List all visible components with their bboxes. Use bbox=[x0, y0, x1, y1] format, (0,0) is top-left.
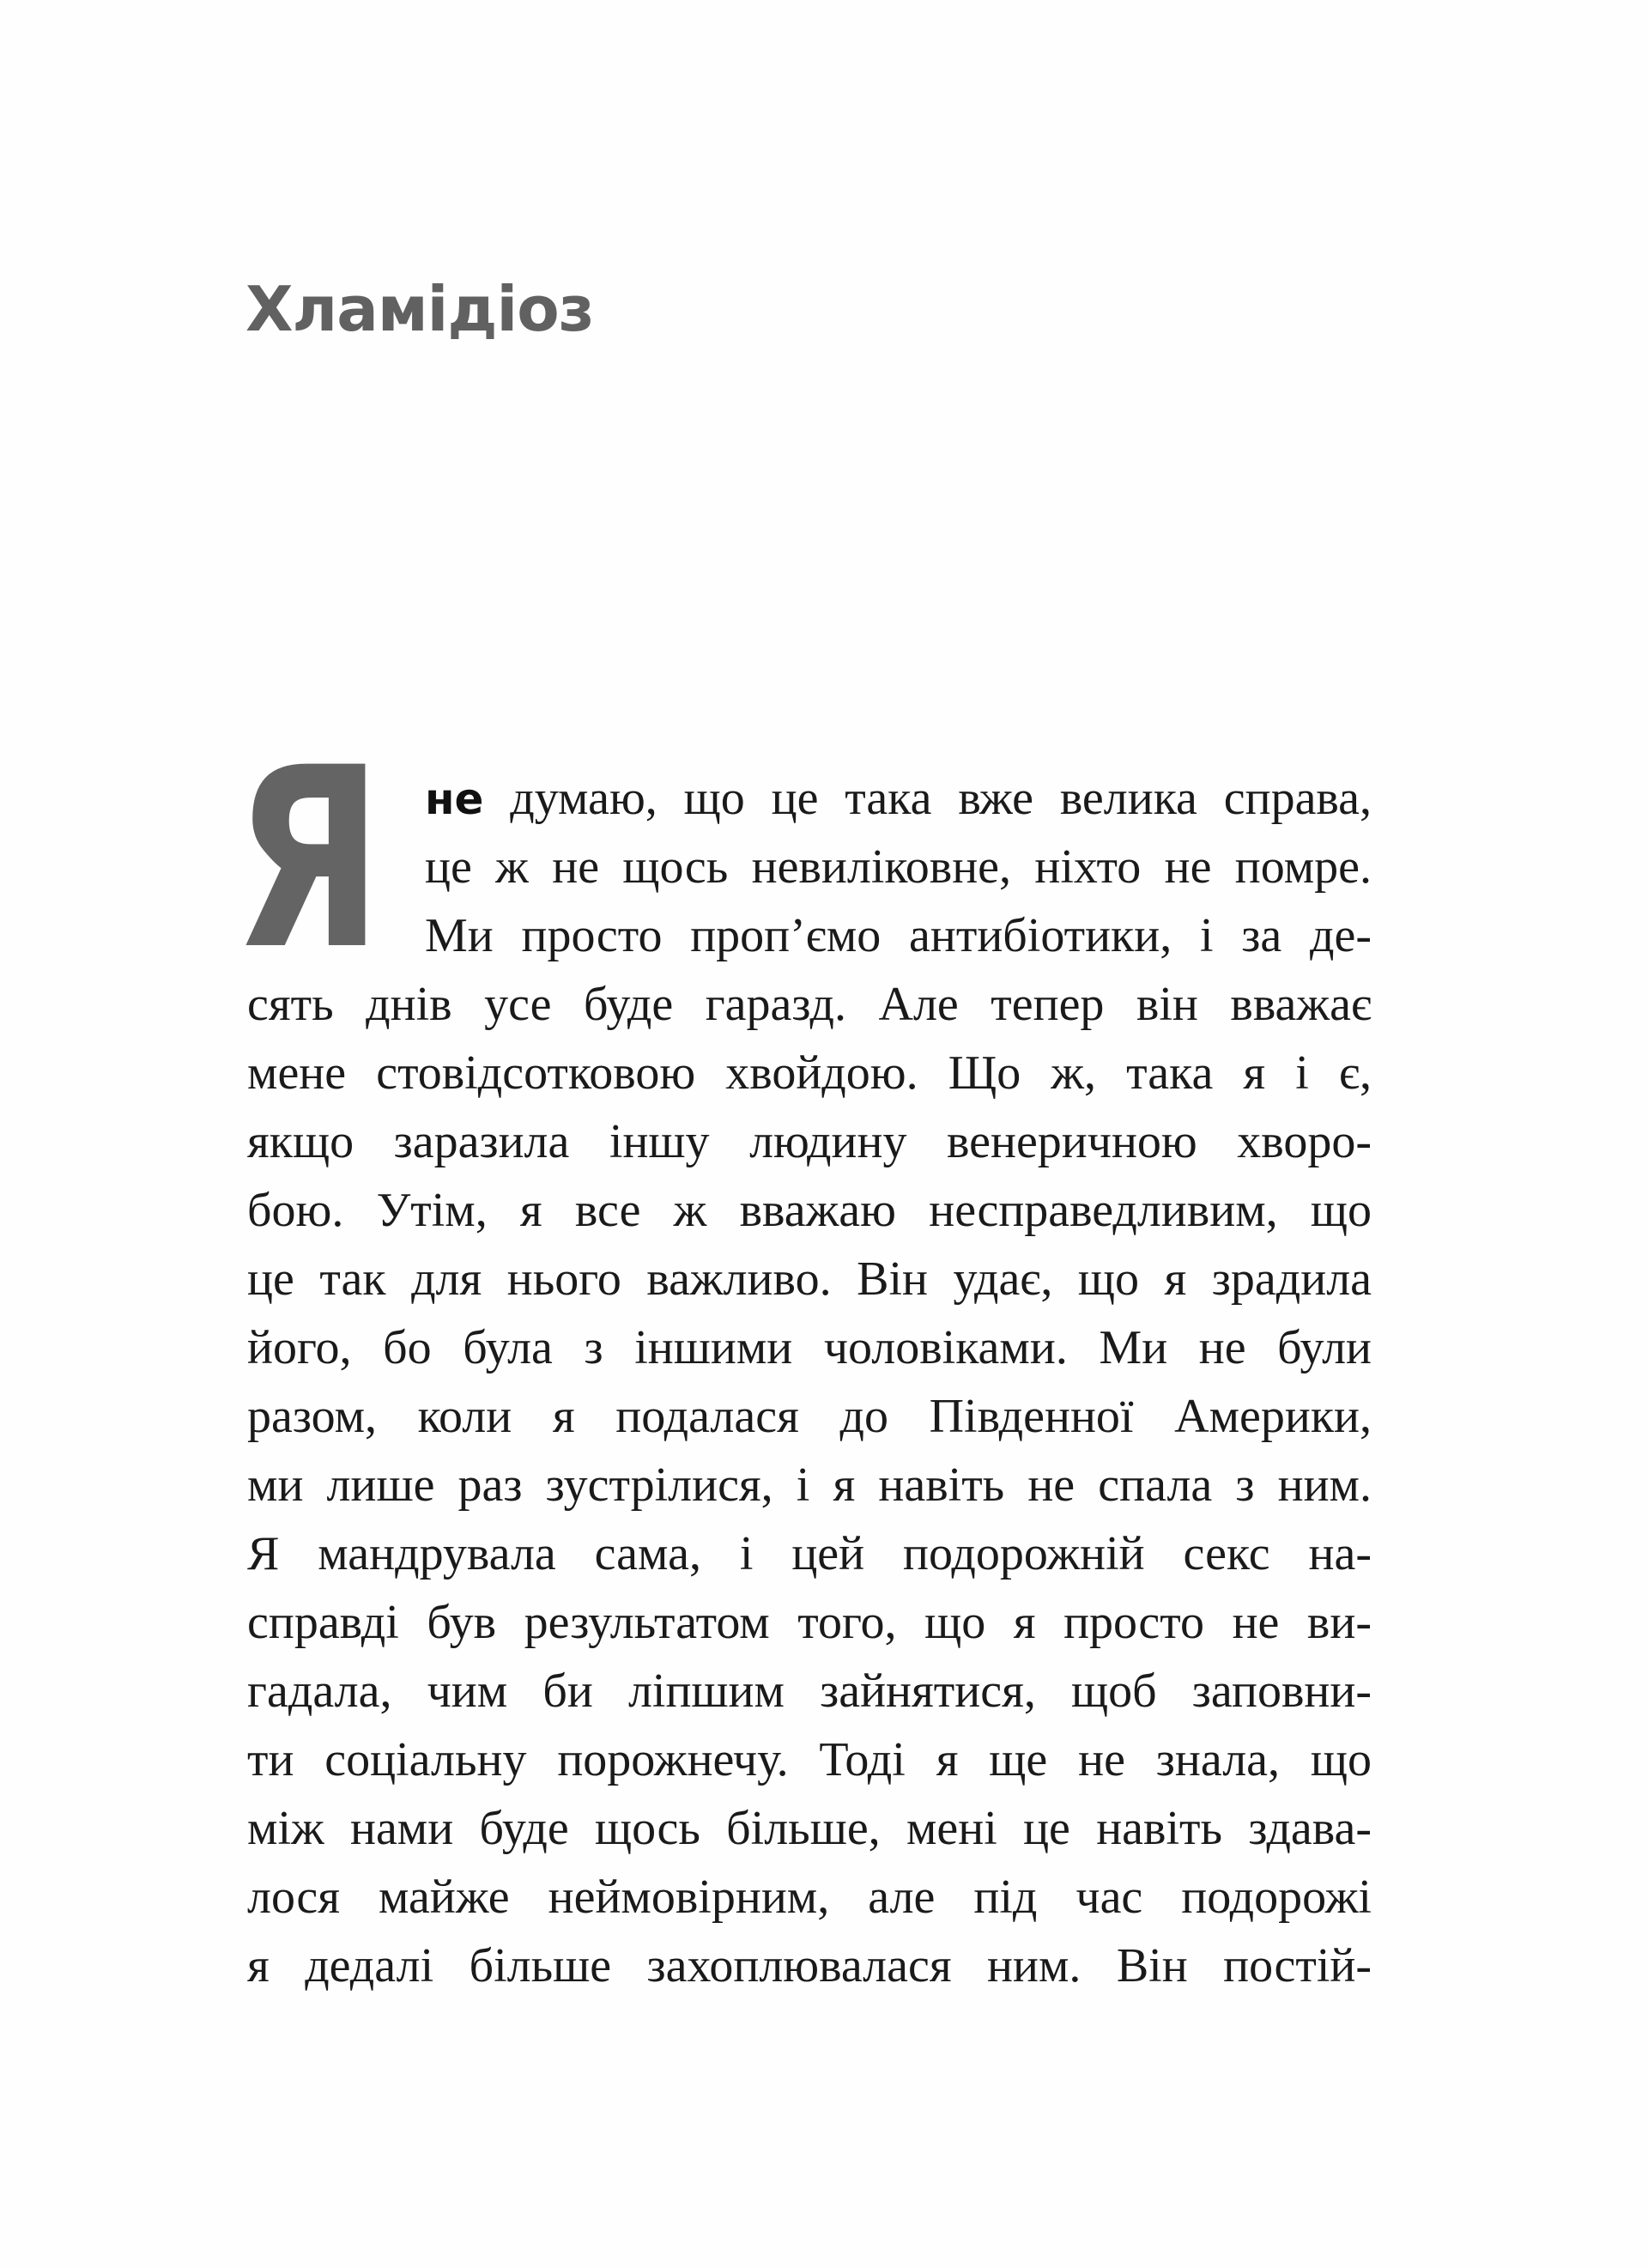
text-line: це ж не щось невиліковне, ніхто не помре. bbox=[425, 840, 1372, 894]
text-line: разом, коли я подалася до Південної Америки, bbox=[247, 1390, 1372, 1443]
text-line: справді був результатом того, що я просто не ви- bbox=[247, 1596, 1372, 1649]
text-line: Я мандрувала сама, і цей подорожній секс на- bbox=[247, 1527, 1372, 1580]
text-line: ти соціальну порожнечу. Тоді я ще не знала, що bbox=[247, 1733, 1372, 1786]
text-line: Ми просто проп’ємо антибіотики, і за де- bbox=[425, 909, 1372, 962]
text-line: його, бо була з іншими чоловіками. Ми не були bbox=[247, 1321, 1372, 1374]
text-line bbox=[425, 764, 1372, 833]
text-line-content: думаю, що це така вже велика справа, bbox=[483, 772, 1372, 825]
text-line: лося майже неймовірним, але під час подорожі bbox=[247, 1871, 1372, 1924]
body-paragraph bbox=[247, 764, 1372, 2000]
text-line: це так для нього важливо. Він удає, що я зрадила bbox=[247, 1252, 1372, 1306]
text-line: між нами буде щось більше, мені це навіть здава- bbox=[247, 1802, 1372, 1855]
drop-cap-letter: Я bbox=[233, 715, 384, 1004]
text-line: бою. Утім, я все ж вважаю несправедливим, що bbox=[247, 1184, 1372, 1237]
lead-word: не bbox=[425, 774, 484, 824]
text-line: я дедалі більше захоплювалася ним. Він постій- bbox=[247, 1939, 1372, 1992]
text-line: гадала, чим би ліпшим зайнятися, щоб заповни- bbox=[247, 1665, 1372, 1718]
text-line: якщо заразила іншу людину венеричною хворо- bbox=[247, 1115, 1372, 1168]
text-line: мене стовідсотковою хвойдою. Що ж, така я і є, bbox=[247, 1046, 1372, 1100]
text-line: сять днів усе буде гаразд. Але тепер він вважає bbox=[247, 978, 1372, 1031]
text-line: ми лише раз зустрілися, і я навіть не спала з ним. bbox=[247, 1458, 1372, 1512]
chapter-title: Хламідіоз bbox=[245, 273, 594, 345]
